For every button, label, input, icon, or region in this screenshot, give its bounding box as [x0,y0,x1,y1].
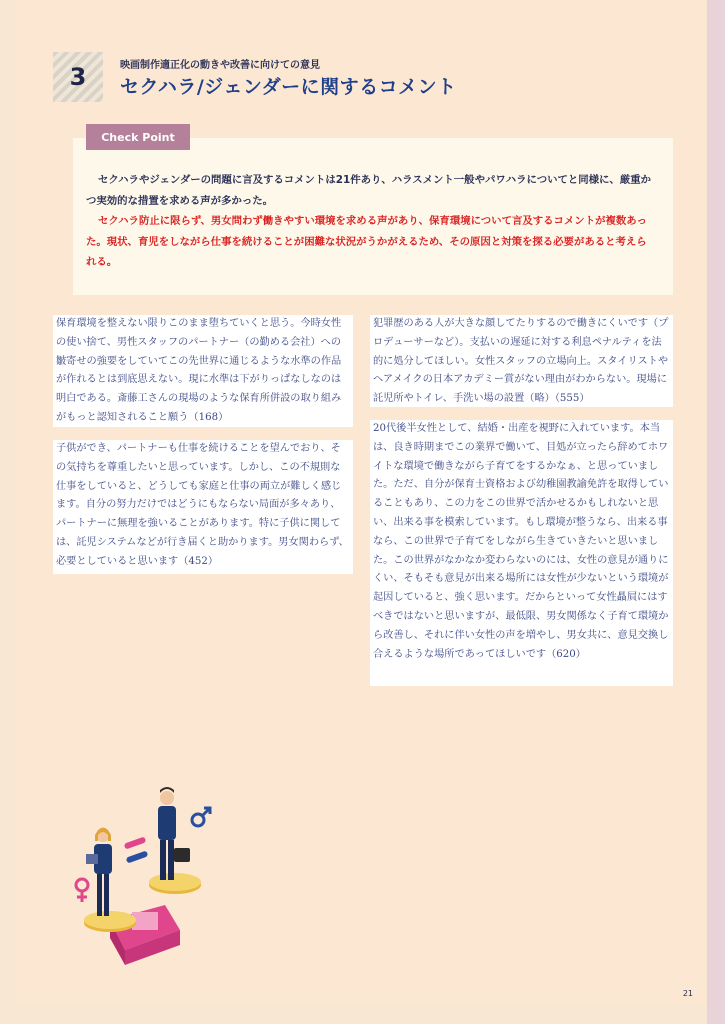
check-point-paragraph: セクハラやジェンダーの問題に言及するコメントは21件あり、ハラスメント一般やパワハラについてと同様に、厳重かつ実効的な措置を求める声が多かった。 [86,174,651,207]
section-subtitle: 映画制作適正化の動きや改善に向けての意見 [120,60,320,71]
side-strip [707,0,725,1024]
check-point-text [86,170,656,273]
businessman-figure [158,787,190,880]
section-number: 3 [53,52,103,102]
gender-equality-illustration [70,780,220,970]
comment-168: 保育環境を整えない限りこのまま堕ちていくと思う。今時女性の使い捨て、男性スタッフのパートナー（の勤める会社）への皺寄せの強要をしていてこの先世界に通じるような水準の作品が作れるとは到底思えない。現に水準は下がりっぱなしなのは明白である。斎藤工さんの現場のような保育所併設の取り組みがもっと認知されること願う（168） [53,315,353,427]
equal-sign-icon [124,836,149,863]
check-point-highlight: セクハラ防止に限らず、男女問わず働きやすい環境を求める声があり、保育環境について言及するコメントが複数あった。現状、育児をしながら仕事を続けることが困難な状況がうかがえるため、その原因と対策を探る必要があると考えられる。 [86,215,647,268]
section-title: セクハラ/ジェンダーに関するコメント [120,76,457,98]
comment-555: 犯罪歴のある人が大きな顔してたりするので働きにくいです（プロデューサーなど）。支払いの遅延に対する利息ペナルティを法的に処分してほしい。女性スタッフの立場向上。スタイリストやヘアメイクの日本アカデミー賞がない理由がわからない。現場に託児所やトイレ、手洗い場の設置（略）（555） [370,315,673,407]
check-point-label: Check Point [86,124,190,150]
male-symbol-icon [192,808,210,826]
businesswoman-figure [86,828,112,917]
comment-452: 子供ができ、パートナーも仕事を続けることを望んでおり、その気持ちを尊重したいと思っています。しかし、この不規則な仕事をしていると、どうしても家庭と仕事の両立が難しく感じます。自分の努力だけではどうにもならない局面が多々あり、パートナーに無理を強いることがあります。特に子供に関しては、託児システムなどが行き届くと助かります。男女関わらず、必要としていると思います（452） [53,440,353,574]
comment-620: 20代後半女性として、結婚・出産を視野に入れています。本当は、良き時期までこの業界で働いて、目処が立ったら辞めてホワイトな環境で働きながら子育てをするかなぁ、と思っていました。ただ、自分が保育士資格および幼稚園教諭免許を取得していることもあり、この力をこの世界で活かせるかもしれないと思い、出来る事を模索しています。もし環境が整うなら、出来る事なら、この世界で子育てをしながら生きていきたいと思いました。この世界がなかなか変わらないのには、女性の意見が通りにくい、そもそも意見が出来る場所には女性が少ないという環境が起因していると、強く思います。だからといって女性贔屓にはすべきではないと思いますが、最低限、男女関係なく子育て環境から改善し、それに伴い女性の声を増やし、男女共に、意見交換し合えるような場所であってほしいです（620） [370,420,673,686]
female-symbol-icon [76,879,88,902]
page-number: 21 [682,989,693,998]
